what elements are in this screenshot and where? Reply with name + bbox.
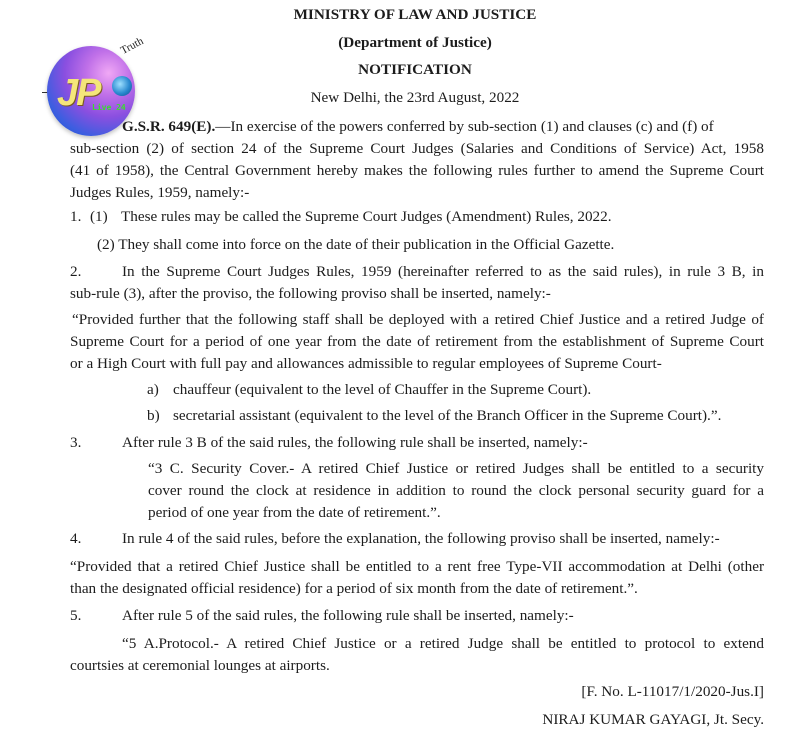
rule-5-number: 5.	[70, 607, 82, 624]
gsr-reference: G.S.R. 649(E).	[122, 118, 216, 135]
rule-2-line-1: In the Supreme Court Judges Rules, 1959 (hereinafter referred to as the said rules), in rule 3 B, in	[122, 263, 764, 280]
rule-1-sub2-text: (2) They shall come into force on the date of their publication in the Official Gazette.	[97, 236, 615, 253]
rule-2-item-a-text: chauffeur (equivalent to the level of Chauffer in the Supreme Court).	[173, 381, 592, 398]
signatory: NIRAJ KUMAR GAYAGI, Jt. Secy.	[542, 711, 764, 728]
rule-4-quote-2: than the designated official residence) for a period of six month from the date of retirement.”.	[70, 580, 638, 597]
preamble-line-4: Judges Rules, 1959, namely:-	[70, 184, 250, 201]
rule-5-quote-1: “5 A.Protocol.- A retired Chief Justice or a retired Judge shall be entitled to protocol to extend	[122, 635, 764, 652]
rule-3-quote-1: “3 C. Security Cover.- A retired Chief Justice or retired Judges shall be entitled to a security	[148, 460, 764, 477]
place-date: New Delhi, the 23rd August, 2022	[310, 89, 520, 106]
rule-2-proviso-2: Supreme Court for a period of one year from the date of retirement from the establishment of Supreme Court	[70, 333, 764, 350]
rule-2-number: 2.	[70, 263, 82, 280]
logo-main-text: JP	[57, 72, 100, 114]
rule-2-line-2: sub-rule (3), after the proviso, the following proviso shall be inserted, namely:-	[70, 285, 551, 302]
rule-2-item-b-text: secretarial assistant (equivalent to the level of the Branch Officer in the Supreme Court).”.	[173, 407, 722, 424]
rule-2-proviso-3: or a High Court with full pay and allowances admissible to regular employees of Supreme Court-	[70, 355, 662, 372]
preamble-line-2: sub-section (2) of section 24 of the Supreme Court Judges (Salaries and Conditions of Service) Act, 1958	[70, 140, 764, 157]
rule-3-quote-2: cover round the clock at residence in addition to round the clock personal security guard for a	[148, 482, 764, 499]
rule-4-number: 4.	[70, 530, 82, 547]
rule-2-item-b-label: b)	[147, 407, 160, 424]
rule-2-item-a-label: a)	[147, 381, 159, 398]
logo-tagline: Truth	[118, 35, 146, 57]
rule-3-quote-3: period of one year from the date of retirement.”.	[148, 504, 441, 521]
rule-2-proviso-1: “Provided further that the following staff shall be deployed with a retired Chief Justice and a retired Judge of	[72, 311, 764, 328]
rule-3-intro: After rule 3 B of the said rules, the following rule shall be inserted, namely:-	[122, 434, 588, 451]
rule-1-sub1-text: These rules may be called the Supreme Court Judges (Amendment) Rules, 2022.	[121, 208, 612, 225]
file-number: [F. No. L-11017/1/2020-Jus.I]	[581, 683, 764, 700]
logo-sub-text: Live 24	[92, 103, 126, 112]
department-title: (Department of Justice)	[338, 34, 492, 51]
rule-3-number: 3.	[70, 434, 82, 451]
rule-5-quote-2: courtsies at ceremonial lounges at airports.	[70, 657, 330, 674]
rule-1-number: 1.	[70, 208, 82, 225]
preamble-line-1: G.S.R. 649(E).—In exercise of the powers conferred by sub-section (1) and clauses (c) and (f) of	[122, 118, 714, 135]
rule-4-quote-1: “Provided that a retired Chief Justice shall be entitled to a rent free Type-VII accommodation at Delhi (other	[70, 558, 764, 575]
rule-4-intro: In rule 4 of the said rules, before the explanation, the following proviso shall be inserted, namely:-	[122, 530, 720, 547]
notification-title: NOTIFICATION	[358, 61, 472, 78]
rule-1-sub1-label: (1)	[90, 208, 108, 225]
rule-5-intro: After rule 5 of the said rules, the following rule shall be inserted, namely:-	[122, 607, 574, 624]
ministry-title: MINISTRY OF LAW AND JUSTICE	[293, 6, 537, 23]
preamble-line-3: (41 of 1958), the Central Government hereby makes the following rules further to amend the Supreme Court	[70, 162, 764, 179]
